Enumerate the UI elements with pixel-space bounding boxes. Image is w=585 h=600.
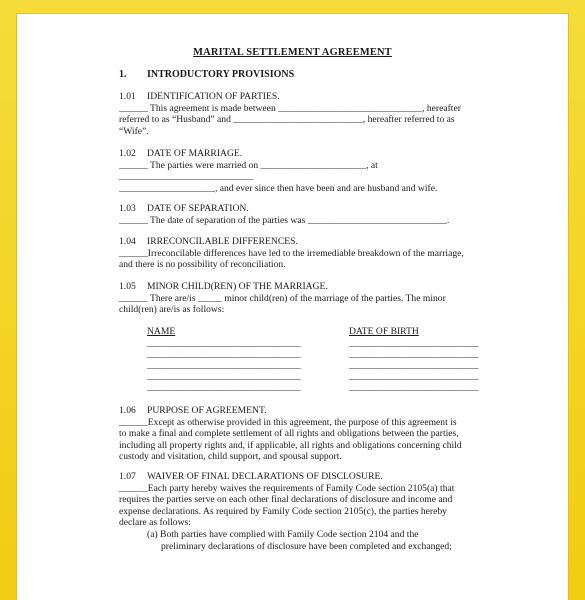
document-title: MARITAL SETTLEMENT AGREEMENT bbox=[193, 47, 392, 58]
clause-title: PURPOSE OF AGREEMENT. bbox=[147, 405, 267, 416]
clause-line: and there is no possibility of reconciliation. bbox=[119, 259, 286, 271]
clause-line: expense declarations. As required by Family Code section 2105(c), the parties hereby bbox=[119, 505, 447, 517]
clause-number: 1.03 bbox=[119, 203, 136, 214]
clause-number: 1.06 bbox=[119, 405, 136, 416]
clause-line: custody and visitation, child support, and spousal support. bbox=[119, 451, 342, 463]
clause-heading bbox=[119, 281, 479, 293]
clause-1-03 bbox=[119, 203, 479, 226]
clause-title: DATE OF MARRIAGE. bbox=[147, 148, 243, 159]
clause-line: ____________________, and ever since then have been and are husband and wife. bbox=[119, 182, 438, 194]
clause-line: ______Each party hereby waives the requirements of Family Code section 2105(a) that bbox=[119, 482, 455, 494]
dob-blank[interactable]: ___________________________ bbox=[349, 348, 479, 360]
clause-number: 1.04 bbox=[119, 236, 136, 247]
section-heading bbox=[119, 69, 294, 81]
clause-number: 1.01 bbox=[119, 91, 136, 102]
clause-title: WAIVER OF FINAL DECLARATIONS OF DISCLOSURE. bbox=[147, 471, 383, 482]
clause-1-01 bbox=[119, 91, 479, 137]
clause-title: IDENTIFICATION OF PARTIES. bbox=[147, 91, 280, 102]
clause-number: 1.02 bbox=[119, 148, 136, 159]
clause-line: to make a final and complete settlement of all rights and obligations between the parties, bbox=[119, 428, 459, 440]
clause-1-05 bbox=[119, 281, 479, 316]
clause-line: ______Irreconcilable differences have led to the irremediable breakdown of the marriage, bbox=[119, 247, 464, 259]
dob-blank[interactable]: ___________________________ bbox=[349, 359, 479, 371]
name-blank[interactable]: ________________________________ bbox=[147, 348, 301, 360]
clause-title: IRRECONCILABLE DIFFERENCES. bbox=[147, 236, 298, 247]
clause-line: ______Except as otherwise provided in this agreement, the purpose of this agreement is bbox=[119, 416, 457, 428]
clause-line: child(ren) are/is as follows: bbox=[119, 304, 225, 316]
clause-line: ______ This agreement is made between ______________________________, hereafter bbox=[119, 102, 461, 114]
clause-subitem: preliminary declarations of disclosure have been completed and exchanged; bbox=[161, 540, 452, 552]
name-blank[interactable]: ________________________________ bbox=[147, 371, 301, 383]
clause-line: ____________________________ bbox=[119, 171, 254, 183]
clause-heading bbox=[119, 471, 479, 483]
dob-blank[interactable]: ___________________________ bbox=[349, 382, 479, 394]
clause-heading bbox=[119, 91, 479, 103]
name-blank[interactable]: ________________________________ bbox=[147, 359, 301, 371]
document-page bbox=[17, 14, 568, 600]
clause-line: referred to as “Husband” and ___________________________, hereafter referred to as bbox=[119, 114, 455, 126]
dob-blank[interactable]: ___________________________ bbox=[349, 371, 479, 383]
name-blank[interactable]: ________________________________ bbox=[147, 382, 301, 394]
clause-subitem: (a) Both parties have complied with Family Code section 2104 and the bbox=[147, 528, 419, 540]
dob-blank[interactable]: ___________________________ bbox=[349, 337, 479, 349]
clause-line: ______ The date of separation of the parties was _____________________________. bbox=[119, 214, 450, 226]
dob-column bbox=[349, 326, 479, 394]
clause-line: ______ There are/is _____ minor child(ren) of the marriage of the parties. The minor bbox=[119, 292, 446, 304]
section-title: INTRODUCTORY PROVISIONS bbox=[147, 69, 295, 80]
clause-title: DATE OF SEPARATION. bbox=[147, 203, 249, 214]
clause-number: 1.07 bbox=[119, 471, 136, 482]
name-column bbox=[147, 326, 301, 394]
clause-1-06 bbox=[119, 405, 479, 463]
clause-line: requires the parties serve on each other final declarations of disclosure and income and bbox=[119, 494, 453, 506]
clause-heading bbox=[119, 203, 479, 215]
clause-heading bbox=[119, 236, 479, 248]
clause-1-04 bbox=[119, 236, 479, 271]
clause-line: “Wife”. bbox=[119, 125, 149, 137]
clause-1-07 bbox=[119, 471, 479, 552]
clause-number: 1.05 bbox=[119, 281, 136, 292]
clause-title: MINOR CHILD(REN) OF THE MARRIAGE. bbox=[147, 281, 328, 292]
name-blank[interactable]: ________________________________ bbox=[147, 337, 301, 349]
clause-line: declare as follows: bbox=[119, 517, 191, 529]
name-header: NAME bbox=[147, 326, 176, 337]
clause-line: ______ The parties were married on ______________________, at bbox=[119, 159, 378, 171]
dob-header: DATE OF BIRTH bbox=[349, 326, 419, 337]
clause-heading bbox=[119, 405, 479, 417]
section-number: 1. bbox=[119, 69, 127, 80]
clause-heading bbox=[119, 148, 479, 160]
clause-1-02 bbox=[119, 148, 479, 194]
clause-line: including all property rights and, if applicable, all rights and obligations concerning child bbox=[119, 439, 462, 451]
